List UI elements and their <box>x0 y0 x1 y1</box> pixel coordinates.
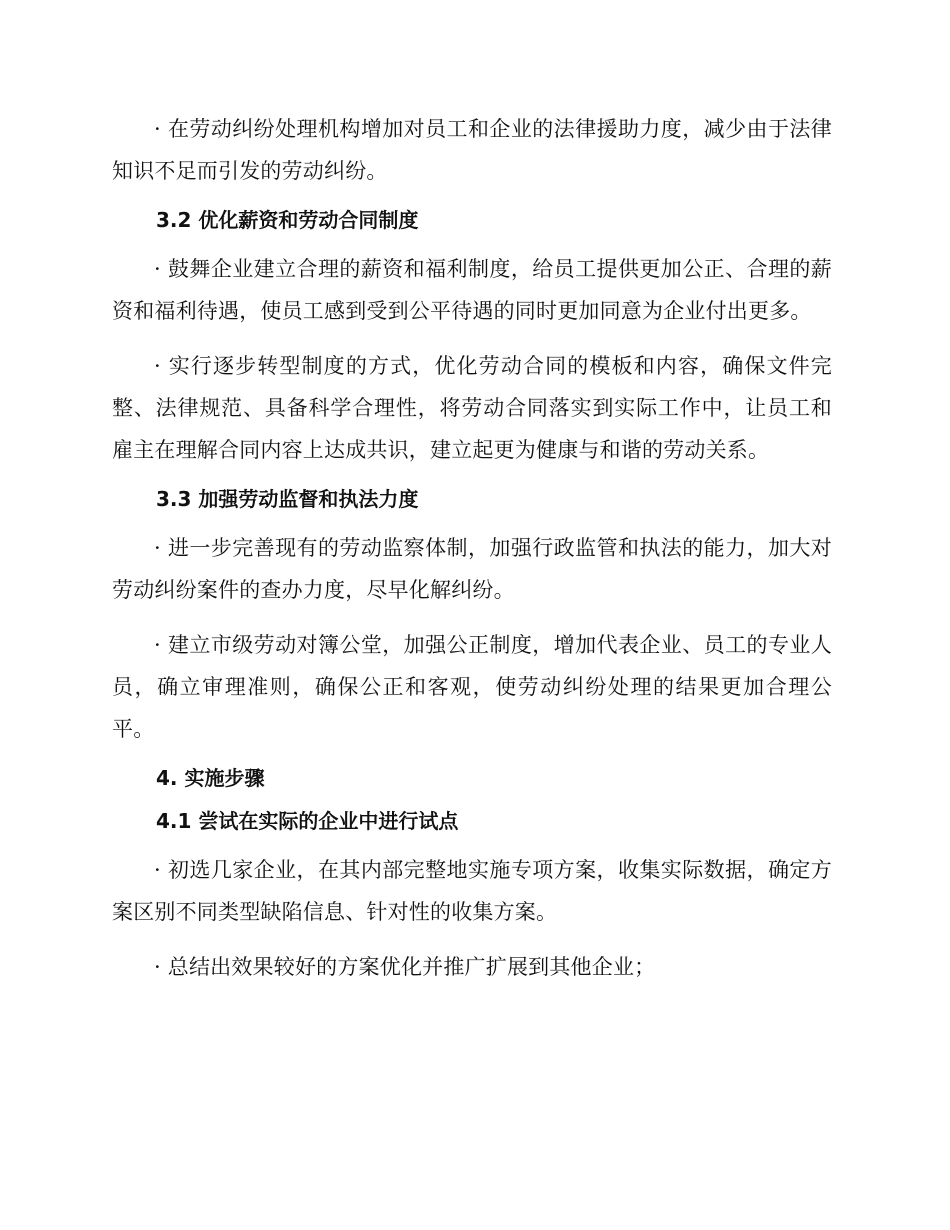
section-heading-4: 4. 实施步骤 <box>156 766 265 790</box>
section-heading-3-2: 3.2 优化薪资和劳动合同制度 <box>156 208 419 232</box>
paragraph-labor-court: · 建立市级劳动对簿公堂，加强公正制度，增加代表企业、员工的专业人员，确立审理准则，确保公正和客观，使劳动纠纷处理的结果更加合理公平。 <box>112 633 832 741</box>
section-heading-4-1: 4.1 尝试在实际的企业中进行试点 <box>156 809 459 833</box>
paragraph-legal-aid: · 在劳动纠纷处理机构增加对员工和企业的法律援助力度，减少由于法律知识不足而引发的劳动纠纷。 <box>112 117 832 183</box>
paragraph-pilot-summary: · 总结出效果较好的方案优化并推广扩展到其他企业； <box>154 955 656 979</box>
paragraph-contract-optimization: · 实行逐步转型制度的方式，优化劳动合同的模板和内容，确保文件完整、法律规范、具备科学合理性，将劳动合同落实到实际工作中，让员工和雇主在理解合同内容上达成共识，建立起更为健康与和谐的劳动关系。 <box>112 354 832 462</box>
document-page <box>112 108 832 988</box>
paragraph-pilot-selection: · 初选几家企业，在其内部完整地实施专项方案，收集实际数据，确定方案区别不同类型缺陷信息、针对性的收集方案。 <box>112 858 832 924</box>
section-heading-3-3: 3.3 加强劳动监督和执法力度 <box>156 487 419 511</box>
paragraph-salary-welfare: · 鼓舞企业建立合理的薪资和福利制度，给员工提供更加公正、合理的薪资和福利待遇，使员工感到受到公平待遇的同时更加同意为企业付出更多。 <box>112 257 832 323</box>
paragraph-labor-inspection: · 进一步完善现有的劳动监察体制，加强行政监管和执法的能力，加大对劳动纠纷案件的查办力度，尽早化解纠纷。 <box>112 536 832 602</box>
